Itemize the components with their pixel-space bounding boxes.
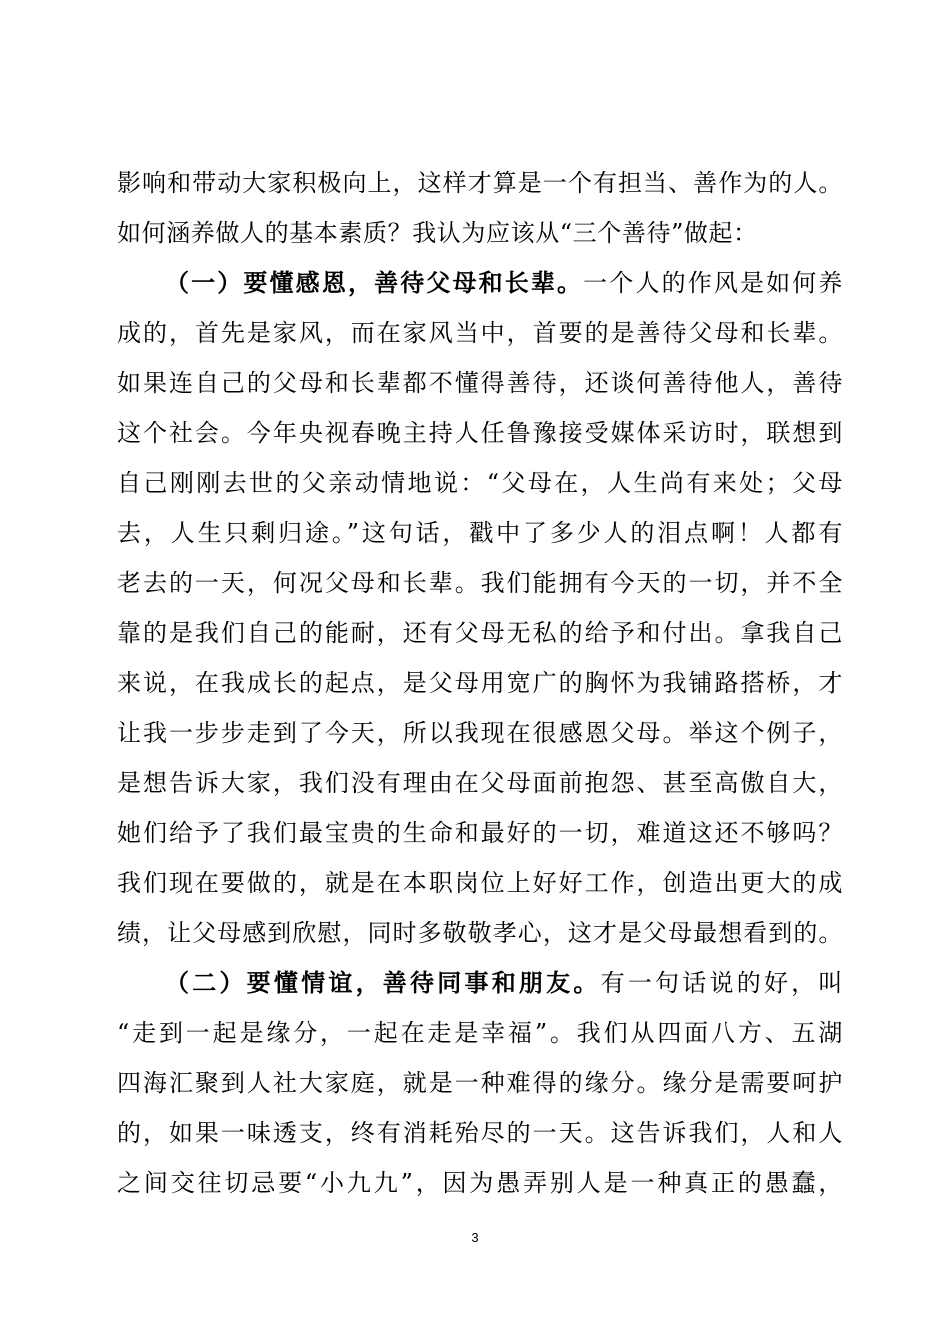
body-line: 的，如果一味透支，终有消耗殆尽的一天。这告诉我们，人和人 — [117, 1119, 843, 1147]
section-1-paragraph-start — [165, 263, 843, 303]
section-2-text: 有一句话说的好，叫 — [600, 969, 843, 997]
body-line: 之间交往切忌要“小九九”，因为愚弄别人是一种真正的愚蠢， — [117, 1169, 843, 1197]
body-line: 我们现在要做的，就是在本职岗位上好好工作，创造出更大的成 — [117, 869, 843, 897]
page-number: 3 — [471, 1230, 479, 1245]
body-line: 老去的一天，何况父母和长辈。我们能拥有今天的一切，并不全 — [117, 569, 843, 597]
section-1-text: 一个人的作风是如何养 — [583, 269, 843, 297]
body-line: “走到一起是缘分，一起在走是幸福”。我们从四面八方、五湖 — [117, 1019, 843, 1047]
section-1-heading: （一）要懂感恩，善待父母和长辈。 — [165, 269, 584, 297]
body-line: 影响和带动大家积极向上，这样才算是一个有担当、善作为的人。 — [117, 169, 843, 197]
body-line: 这个社会。今年央视春晚主持人任鲁豫接受媒体采访时，联想到 — [117, 419, 843, 447]
body-line: 自己刚刚去世的父亲动情地说：“父母在，人生尚有来处；父母 — [117, 469, 843, 497]
body-line: 四海汇聚到人社大家庭，就是一种难得的缘分。缘分是需要呵护 — [117, 1069, 843, 1097]
body-line: 绩，让父母感到欣慰，同时多敬敬孝心，这才是父母最想看到的。 — [117, 919, 843, 947]
body-line: 如果连自己的父母和长辈都不懂得善待，还谈何善待他人，善待 — [117, 369, 843, 397]
section-2-paragraph-start — [165, 963, 843, 1003]
body-line: 成的，首先是家风，而在家风当中，首要的是善待父母和长辈。 — [117, 319, 843, 347]
body-line: 来说，在我成长的起点，是父母用宽广的胸怀为我铺路搭桥，才 — [117, 669, 843, 697]
body-line: 是想告诉大家，我们没有理由在父母面前抱怨、甚至高傲自大， — [117, 769, 843, 797]
body-line: 靠的是我们自己的能耐，还有父母无私的给予和付出。拿我自己 — [117, 619, 843, 647]
body-line: 去，人生只剩归途。”这句话，戳中了多少人的泪点啊！人都有 — [117, 519, 843, 547]
body-line: 如何涵养做人的基本素质？我认为应该从“三个善待”做起： — [117, 219, 758, 247]
section-2-heading: （二）要懂情谊，善待同事和朋友。 — [165, 969, 601, 997]
body-line: 让我一步步走到了今天，所以我现在很感恩父母。举这个例子， — [117, 719, 843, 747]
body-line: 她们给予了我们最宝贵的生命和最好的一切，难道这还不够吗？ — [117, 819, 843, 847]
